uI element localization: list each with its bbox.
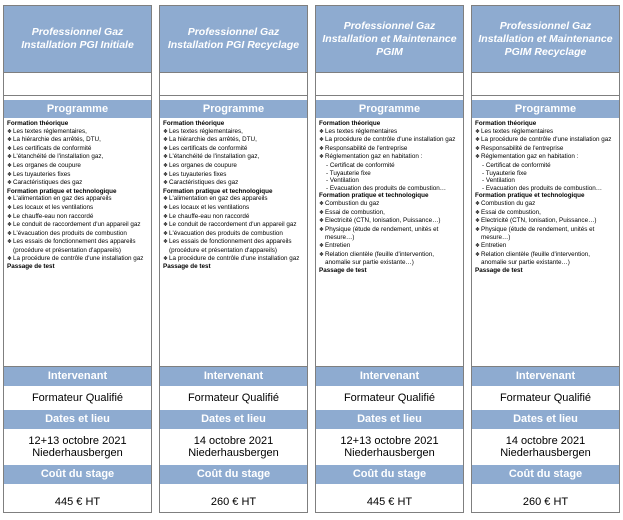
programme-section-heading: Formation théorique <box>475 120 537 127</box>
lieu-text: Niederhausbergen <box>188 447 279 459</box>
cout-value: 260 € HT <box>522 496 569 508</box>
programme-bullet-item: ❖ Combustion du gaz <box>475 200 616 209</box>
programme-bullet-item: ❖ Entretien <box>475 242 616 251</box>
programme-header: Programme <box>4 100 151 118</box>
programme-header: Programme <box>316 100 463 118</box>
programme-list <box>472 118 619 367</box>
programme-section-heading: Formation pratique et technologique <box>475 192 585 200</box>
programme-bullet-item: ❖ Les textes réglementaires <box>475 128 616 137</box>
programme-bullet-item: ❖ Les tuyauteries fixes <box>163 171 304 180</box>
programme-bullet-item: ❖ Electricité (CTN, Ionisation, Puissance…) <box>319 217 460 226</box>
intervenant-value: Formateur Qualifié <box>187 392 280 404</box>
intervenant-header: Intervenant <box>316 367 463 386</box>
cout-value: 445 € HT <box>366 496 413 508</box>
programme-bullet-item: ❖ Essai de combustion, <box>319 209 460 218</box>
programme-sub-item: - Certificat de conformité <box>482 161 551 169</box>
programme-list <box>160 118 307 367</box>
course-card-pgim <box>315 5 464 513</box>
programme-bullet-item: ❖ La hiérarchie des arrêtés, DTU, <box>163 136 304 145</box>
dates-header: Dates et lieu <box>316 410 463 429</box>
dates-header: Dates et lieu <box>160 410 307 429</box>
programme-section-heading: Formation pratique et technologique <box>319 192 429 200</box>
dates-header: Dates et lieu <box>472 410 619 429</box>
programme-list <box>4 118 151 367</box>
programme-bullet-item: ❖ Caractéristiques des gaz <box>7 179 148 188</box>
programme-bullet-item: ❖ Physique (étude de rendement, unités et mesure…) <box>319 226 460 242</box>
programme-bullet-item: ❖ Combustion du gaz <box>319 200 460 209</box>
intervenant-header: Intervenant <box>4 367 151 386</box>
programme-bullet-item: ❖ Electricité (CTN, Ionisation, Puissance…) <box>475 217 616 226</box>
intervenant-header: Intervenant <box>472 367 619 386</box>
programme-bullet-item: ❖ Les certificats de conformité <box>7 145 148 154</box>
programme-bullet-item: ❖ La procédure de contrôle d'une installation gaz <box>7 255 148 264</box>
course-card-pgi-recyclage <box>159 5 308 513</box>
programme-bullet-item: ❖ Les organes de coupure <box>7 162 148 171</box>
programme-section-heading: Formation théorique <box>319 120 381 127</box>
programme-sub-item: - Evacuation des produits de combustion… <box>326 184 447 192</box>
lieu-text: Niederhausbergen <box>500 447 591 459</box>
programme-bullet-item: ❖ Les textes réglementaires <box>319 128 460 137</box>
dates-value <box>316 429 463 465</box>
programme-bullet-item: ❖ Essai de combustion, <box>475 209 616 218</box>
intervenant-header: Intervenant <box>160 367 307 386</box>
intervenant-value: Formateur Qualifié <box>31 392 124 404</box>
programme-bullet-item: ❖ Le conduit de raccordement d'un appareil gaz <box>163 221 304 230</box>
programme-bullet-item: ❖ Physique (étude de rendement, unités et mesure…) <box>475 226 616 242</box>
programme-bullet-item: ❖ Responsabilité de l'entreprise <box>319 145 460 154</box>
programme-section-heading: Formation théorique <box>163 120 225 127</box>
programme-header: Programme <box>472 100 619 118</box>
programme-section-heading: Passage de test <box>7 263 55 271</box>
programme-header: Programme <box>160 100 307 118</box>
dates-value <box>160 429 307 465</box>
programme-bullet-item: ❖ Relation clientèle (feuille d'intervention, anomalie sur partie existante…) <box>319 251 460 267</box>
lieu-text: Niederhausbergen <box>344 447 435 459</box>
programme-sub-item: - Ventilation <box>326 177 359 185</box>
programme-section-heading: Formation pratique et technologique <box>163 187 273 195</box>
programme-bullet-item: ❖ Réglementation gaz en habitation : <box>475 153 616 162</box>
dates-value <box>4 429 151 465</box>
programme-bullet-item: ❖ Les certificats de conformité <box>163 145 304 154</box>
blank-row <box>316 72 463 96</box>
programme-bullet-item: ❖ Caractéristiques des gaz <box>163 179 304 188</box>
programme-section-heading: Formation pratique et technologique <box>7 187 117 195</box>
programme-bullet-item: ❖ Le chauffe-eau non raccordé <box>163 213 304 222</box>
programme-section-heading: Passage de test <box>475 266 523 274</box>
cout-value: 445 € HT <box>54 496 101 508</box>
intervenant-value: Formateur Qualifié <box>343 392 436 404</box>
programme-bullet-item: ❖ Les textes réglementaires, <box>7 128 148 137</box>
programme-section-heading: Passage de test <box>163 263 211 271</box>
date-text: 12+13 octobre 2021 <box>28 435 127 447</box>
programme-list <box>316 118 463 367</box>
course-title: Professionnel Gaz Installation et Maintenance PGIM Recyclage <box>472 6 619 72</box>
programme-bullet-item: ❖ Entretien <box>319 242 460 251</box>
cout-header: Coût du stage <box>316 465 463 484</box>
programme-bullet-item: ❖ Les tuyauteries fixes <box>7 171 148 180</box>
date-text: 12+13 octobre 2021 <box>340 435 439 447</box>
cout-value: 260 € HT <box>210 496 257 508</box>
intervenant-value: Formateur Qualifié <box>499 392 592 404</box>
course-card-pgi-initiale <box>3 5 152 513</box>
programme-bullet-item: ❖ Les essais de fonctionnement des appareils (procédure et présentation d'appareils) <box>7 238 148 254</box>
programme-bullet-item: ❖ L'alimentation en gaz des appareils <box>7 195 148 204</box>
date-text: 14 octobre 2021 <box>193 435 274 447</box>
programme-bullet-item: ❖ L'évacuation des produits de combustion <box>7 230 148 239</box>
blank-row <box>160 72 307 96</box>
programme-bullet-item: ❖ La procédure de contrôle d'une installation gaz <box>319 136 460 145</box>
programme-bullet-item: ❖ Le chauffe-eau non raccordé <box>7 213 148 222</box>
programme-bullet-item: ❖ La procédure de contrôle d'une installation gaz <box>163 255 304 264</box>
course-card-pgim-recyclage <box>471 5 620 513</box>
programme-bullet-item: ❖ Relation clientèle (feuille d'intervention, anomalie sur partie existante…) <box>475 251 616 267</box>
programme-sub-item: - Ventilation <box>482 177 515 185</box>
blank-row <box>472 72 619 96</box>
programme-bullet-item: ❖ La hiérarchie des arrêtés, DTU, <box>7 136 148 145</box>
lieu-text: Niederhausbergen <box>32 447 123 459</box>
cout-header: Coût du stage <box>472 465 619 484</box>
programme-bullet-item: ❖ Les locaux et les ventilations <box>163 204 304 213</box>
programme-bullet-item: ❖ Réglementation gaz en habitation : <box>319 153 460 162</box>
programme-sub-item: - Certificat de conformité <box>326 161 395 169</box>
programme-bullet-item: ❖ Le conduit de raccordement d'un appareil gaz <box>7 221 148 230</box>
programme-bullet-item: ❖ L'étanchéité de l'installation gaz, <box>163 153 304 162</box>
dates-value <box>472 429 619 465</box>
programme-bullet-item: ❖ Les locaux et les ventilations <box>7 204 148 213</box>
programme-section-heading: Formation théorique <box>7 120 69 127</box>
programme-bullet-item: ❖ L'alimentation en gaz des appareils <box>163 195 304 204</box>
date-text: 14 octobre 2021 <box>505 435 586 447</box>
programme-bullet-item: ❖ Les essais de fonctionnement des appareils (procédure et présentation d'appareils) <box>163 238 304 254</box>
programme-sub-item: - Tuyauterie fixe <box>482 169 527 177</box>
programme-bullet-item: ❖ L'étanchéité de l'installation gaz, <box>7 153 148 162</box>
cout-header: Coût du stage <box>160 465 307 484</box>
cout-header: Coût du stage <box>4 465 151 484</box>
programme-bullet-item: ❖ Responsabilité de l'entreprise <box>475 145 616 154</box>
blank-row <box>4 72 151 96</box>
programme-sub-item: - Evacuation des produits de combustion… <box>482 184 603 192</box>
course-title: Professionnel Gaz Installation et Maintenance PGIM <box>316 6 463 72</box>
course-title: Professionnel Gaz Installation PGI Initiale <box>4 6 151 72</box>
course-title: Professionnel Gaz Installation PGI Recyclage <box>160 6 307 72</box>
programme-bullet-item: ❖ L'évacuation des produits de combustion <box>163 230 304 239</box>
programme-bullet-item: ❖ Les textes réglementaires, <box>163 128 304 137</box>
dates-header: Dates et lieu <box>4 410 151 429</box>
programme-bullet-item: ❖ La procédure de contrôle d'une installation gaz <box>475 136 616 145</box>
programme-section-heading: Passage de test <box>319 266 367 274</box>
programme-sub-item: - Tuyauterie fixe <box>326 169 371 177</box>
programme-bullet-item: ❖ Les organes de coupure <box>163 162 304 171</box>
